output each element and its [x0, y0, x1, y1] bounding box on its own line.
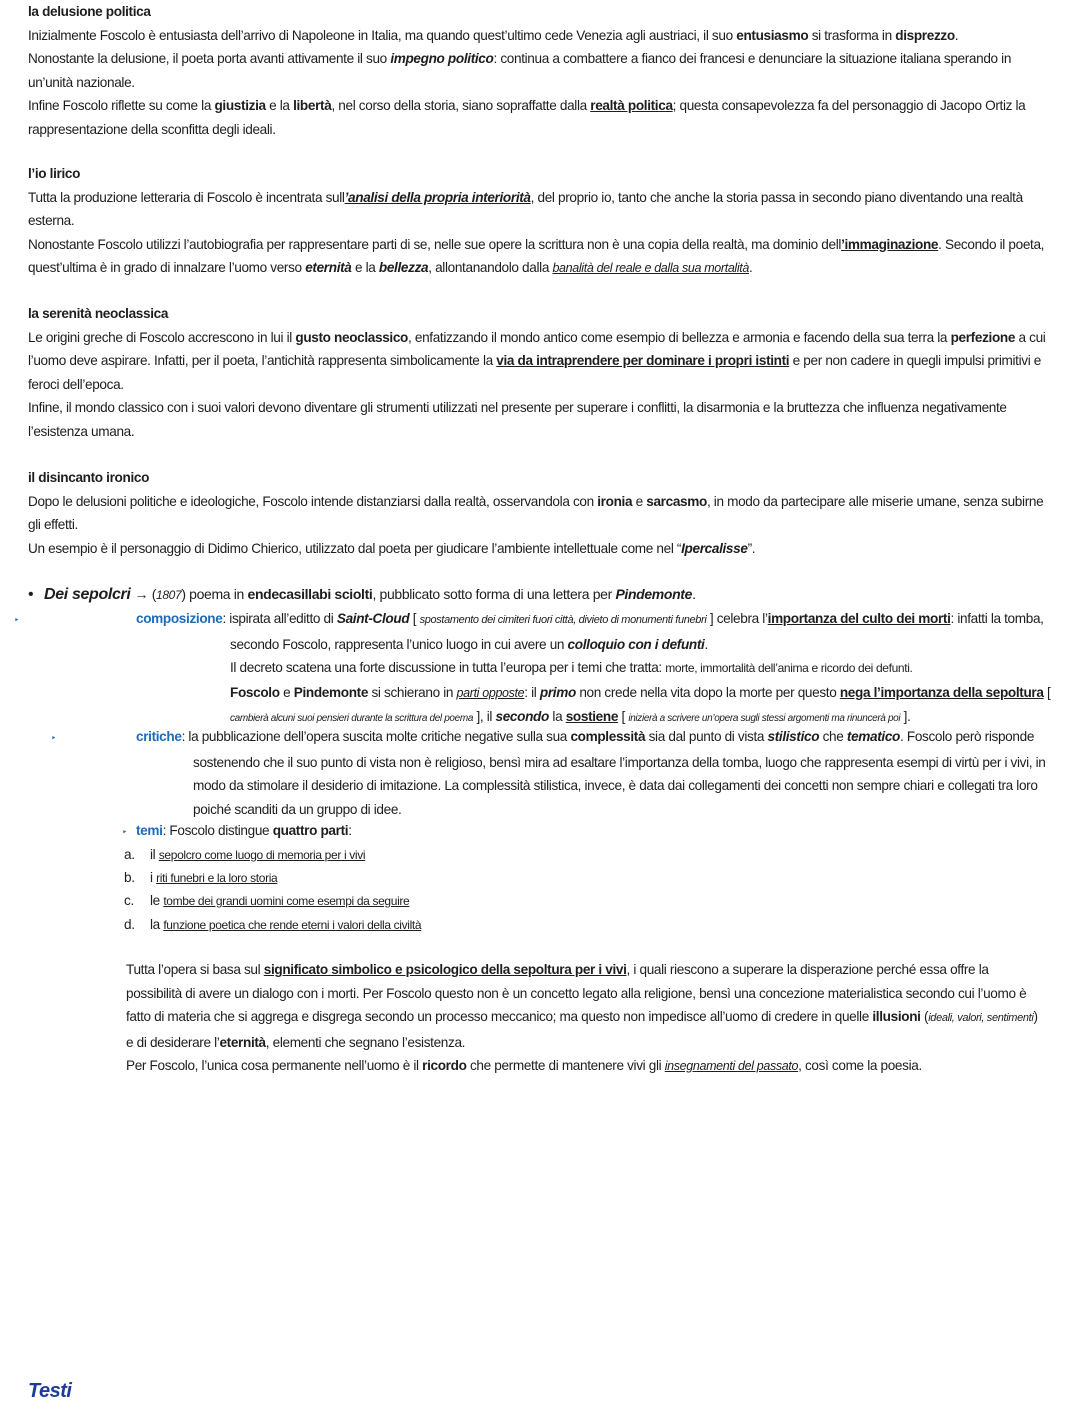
section-io-lirico: [28, 162, 1056, 281]
section-title: la serenità neoclassica: [28, 306, 169, 321]
section-disincanto-ironico: [28, 466, 1056, 560]
paragraph: Nonostante la delusione, il poeta porta avanti attivamente il suo impegno politico: continua a combattere a fianco dei francesi e denunciare la situazione italiana sperando in un’unità nazionale.: [28, 51, 1012, 90]
bullet-icon: •: [28, 586, 34, 603]
paragraph: Infine, il mondo classico con i suoi valori devono diventare gli strumenti utilizzati nel presente per superare i conflitti, la disarmonia e la bruttezza che influenza negativamente l’esistenza umana.: [28, 400, 1007, 439]
paragraph: Tutta l’opera si basa sul significato simbolico e psicologico della sepoltura per i vivi, i quali riescono a superare la disperazione perché essa offre la possibilità di avere un dialogo con i morti. Per Foscolo questo non è un concetto legato alla religione, bensì una concezione materialistica secondo cui l’uomo è fatto di materia che si aggrega e disgrega secondo un processo meccanico; ma questo non impedisce all’uomo di credere in quelle illusioni (ideali, valori, sentimenti) e di desiderare l’eternità, elementi che segnano l’esistenza.: [126, 962, 1038, 1050]
list-item: b. i riti funebri e la loro storia: [124, 870, 278, 885]
sepolcri-heading: • Dei sepolcri → (1807) poema in endecasillabi sciolti, pubblicato sotto forma di una lettera per Pindemonte.: [28, 583, 1058, 608]
paragraph: Per Foscolo, l’unica cosa permanente nell’uomo è il ricordo che permette di mantenere vivi gli insegnamenti del passato, così come la poesia.: [126, 1058, 922, 1073]
sepolcri-summary: [126, 958, 1046, 1079]
critiche-item: ‣ critiche: la pubblicazione dell’opera suscita molte critiche negative sulla sua complessità sia dal punto di vista stilistico che tematico. Foscolo però risponde sostenendo che il suo punto di vista non è religioso, bensì mira ad esaltare l’importanza della tomba, luogo che rappresenta esempi di virtù per i vivi, in modo da stimolare il desiderio di imitazione. La complessità stilistica, invece, è data dai collegamenti dei concetti non sempre chiari e collegati tra loro poiché scanditi da un gruppo di idee.: [51, 729, 1046, 817]
temi-item: ‣ temi: Foscolo distingue quattro parti:: [122, 819, 1052, 845]
triangle-bullet-icon: ‣: [14, 615, 19, 625]
section-title: il disincanto ironico: [28, 470, 150, 485]
section-serenita-neoclassica: [28, 302, 1056, 443]
section-title: l’io lirico: [28, 166, 81, 181]
paragraph: Tutta la produzione letteraria di Foscolo è incentrata sull’analisi della propria interiorità, del proprio io, tanto che anche la storia passa in secondo piano diventando una realtà esterna.: [28, 189, 1023, 228]
arrow-icon: →: [134, 586, 149, 602]
list-item: c. le tombe dei grandi uomini come esempi da seguire: [124, 893, 410, 908]
paragraph: Infine Foscolo riflette su come la giustizia e la libertà, nel corso della storia, siano sopraffatte dalla realtà politica; questa consapevolezza fa del personaggio di Jacopo Ortiz la rappresentazione della sconfitta degli ideali.: [28, 98, 1026, 137]
section-delusione-politica: [28, 0, 1056, 141]
footer-heading: Testi: [28, 1380, 72, 1402]
list-item: a. il sepolcro come luogo di memoria per i vivi: [124, 847, 366, 862]
paragraph: Nonostante Foscolo utilizzi l’autobiografia per rappresentare parti di se, nelle sue opere la scrittura non è una copia della realtà, ma dominio dell’immaginazione. Secondo il poeta, quest’ultima è in grado di innalzare l’uomo verso eternità e la bellezza, allontanandolo dalla banalità del reale e dalla sua mortalità.: [28, 236, 1045, 275]
section-title: la delusione politica: [28, 4, 151, 19]
list-item: d. la funzione poetica che rende eterni i valori della civiltà: [124, 917, 422, 932]
triangle-bullet-icon: ‣: [51, 733, 56, 743]
paragraph: Le origini greche di Foscolo accrescono in lui il gusto neoclassico, enfatizzando il mondo antico come esempio di bellezza e armonia e facendo della sua terra la perfezione a cui l’uomo deve aspirare. Infatti, per il poeta, l’antichità rappresenta simbolicamente la via da intraprendere per dominare i propri istinti e per non cadere in quegli impulsi primitivi e feroci dell’epoca.: [28, 329, 1046, 392]
composizione-item: ‣ composizione: ispirata all’editto di Saint-Cloud [ spostamento dei cimiteri fuori città, divieto di monumenti funebri ] celebra l’importanza del culto dei morti: infatti la tomba, secondo Foscolo, rappresenta l’unico luogo in cui avere un colloquio con i defunti. Il decreto scatena una forte discussione in tutta l’europa per i temi che tratta: morte, immortalità dell’anima e ricordo dei defunti. Foscolo e Pindemonte si schierano in parti opposte: il primo non crede nella vita dopo la morte per questo nega l’importanza della sepoltura [ cambierà alcuni suoi pensieri durante la scrittura del poema ], il secondo la sostiene [ inizierà a scrivere un’opera sugli stessi argomenti ma rinuncerà poi ].: [14, 611, 1051, 724]
paragraph: Inizialmente Foscolo è entusiasta dell’arrivo di Napoleone in Italia, ma quando quest’ultimo cede Venezia agli austriaci, il suo entusiasmo si trasforma in disprezzo.: [28, 27, 959, 43]
triangle-bullet-icon: ‣: [122, 827, 127, 837]
paragraph: Dopo le delusioni politiche e ideologiche, Foscolo intende distanziarsi dalla realtà, osservandola con ironia e sarcasmo, in modo da partecipare alle miserie umane, senza subirne gli effetti.: [28, 493, 1044, 532]
paragraph: Un esempio è il personaggio di Didimo Chierico, utilizzato dal poeta per giudicare l’ambiente intellettuale come nel “Ipercalisse”.: [28, 540, 756, 556]
